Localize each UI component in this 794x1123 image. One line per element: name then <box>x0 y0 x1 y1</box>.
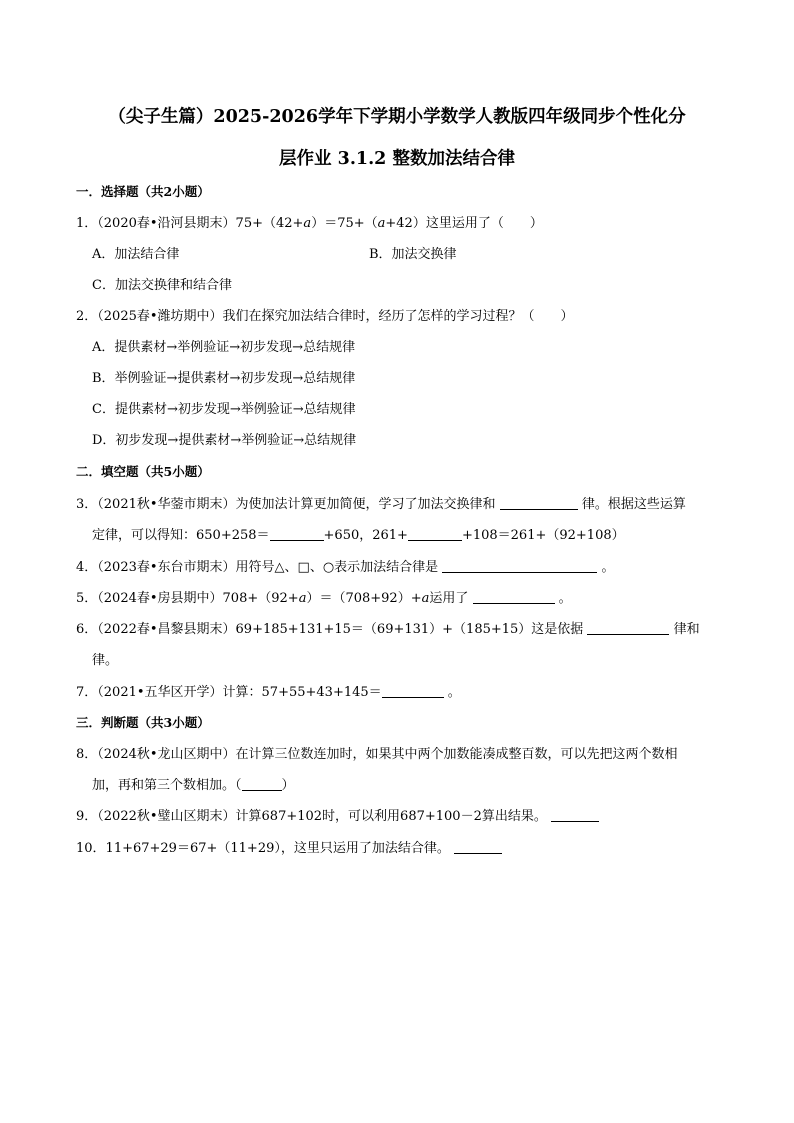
variable-a: a <box>377 216 386 231</box>
answer-blank[interactable] <box>454 840 502 854</box>
variable-a: a <box>298 591 307 606</box>
option-c: C．加法交换律和结合律 <box>92 278 232 293</box>
question-text: （2023春•东台市期末）用符号△、□、○表示加法结合律是 <box>97 560 439 575</box>
question-text: （2022春•昌黎县期末）69+185+131+15＝（69+131）+（185+15）这是依据 <box>97 622 584 637</box>
question-text: 11+67+29＝67+（11+29），这里只运用了加法结合律。 <box>105 841 450 856</box>
question-text: 运用了 <box>429 591 469 606</box>
answer-blank[interactable] <box>500 496 578 510</box>
question-10 <box>76 840 502 858</box>
option-b: B．加法交换律 <box>369 247 457 262</box>
option-d: D．初步发现→提供素材→举例验证→总结规律 <box>92 433 357 448</box>
question-number: 7． <box>76 685 98 700</box>
question-5 <box>76 590 572 608</box>
question-text: ）＝（708+92）+ <box>306 591 422 606</box>
question-text: 律和 <box>673 622 700 637</box>
question-4 <box>76 559 614 577</box>
question-text: 75+（42+ <box>235 216 304 231</box>
variable-a: a <box>303 216 312 231</box>
question-number: 10． <box>76 841 106 856</box>
question-6 <box>76 621 700 639</box>
question-9 <box>76 808 599 826</box>
question-text: ） <box>281 778 295 793</box>
question-text: （2021秋•华蓥市期末）为使加法计算更加简便，学习了加法交换律和 <box>97 497 496 512</box>
question-1 <box>76 215 543 233</box>
option-a: A．提供素材→举例验证→初步发现→总结规律 <box>92 340 356 355</box>
option-c: C．提供素材→初步发现→举例验证→总结规律 <box>92 402 356 417</box>
title-line-1: （尖子生篇）2025-2026学年下学期小学数学人教版四年级同步个性化分 <box>108 107 686 127</box>
question-text: +650，261+ <box>323 528 408 543</box>
option-b: B．举例验证→提供素材→初步发现→总结规律 <box>92 371 356 386</box>
question-8-cont <box>92 777 295 795</box>
question-text: +108＝261+（92+108） <box>461 528 625 543</box>
variable-a: a <box>421 591 430 606</box>
question-number: 2． <box>76 309 98 324</box>
question-3 <box>76 496 686 514</box>
answer-blank[interactable] <box>551 808 599 822</box>
answer-blank[interactable] <box>270 527 324 541</box>
question-2 <box>76 308 574 326</box>
question-8 <box>76 746 678 764</box>
question-7 <box>76 684 461 702</box>
question-source: （2020春•沿河县期末） <box>97 216 236 231</box>
question-text: 律。根据这些运算 <box>581 497 686 512</box>
question-text: 。 <box>447 685 461 700</box>
question-text: +42）这里运用了（ ） <box>385 216 543 231</box>
question-text: （2024秋•龙山区期中）在计算三位数连加时，如果其中两个加数能凑成整百数，可以先把这两个数相 <box>97 747 678 762</box>
question-number: 3． <box>76 497 98 512</box>
question-number: 5． <box>76 591 98 606</box>
title-line-2: 层作业 3.1.2 整数加法结合律 <box>279 149 515 169</box>
answer-blank[interactable] <box>382 684 444 698</box>
question-number: 4． <box>76 560 98 575</box>
question-number: 8． <box>76 747 98 762</box>
section-heading-choice: 一．选择题（共2小题） <box>76 184 210 199</box>
answer-blank[interactable] <box>587 621 669 635</box>
section-heading-fill: 二．填空题（共5小题） <box>76 464 210 479</box>
question-text: （2024春•房县期中）708+（92+ <box>97 591 299 606</box>
question-text: （2022秋•璧山区期末）计算687+102时，可以利用687+100－2算出结果。 <box>97 809 547 824</box>
question-number: 1． <box>76 216 98 231</box>
question-text: 。 <box>601 560 615 575</box>
question-text: ）＝75+（ <box>311 216 378 231</box>
answer-blank[interactable] <box>408 527 462 541</box>
question-text: （2021•五华区开学）计算：57+55+43+145＝ <box>97 685 382 700</box>
question-number: 9． <box>76 809 98 824</box>
question-text: 定律，可以得知：650+258＝ <box>92 528 270 543</box>
question-number: 6． <box>76 622 98 637</box>
question-text: 加，再和第三个数相加。（ <box>92 778 242 793</box>
question-text: 。 <box>558 591 572 606</box>
option-a: A．加法结合律 <box>92 247 180 262</box>
question-3-cont <box>92 527 625 545</box>
answer-blank[interactable] <box>442 559 597 573</box>
answer-blank[interactable] <box>473 590 555 604</box>
section-heading-judge: 三．判断题（共3小题） <box>76 715 210 730</box>
answer-blank[interactable] <box>242 777 282 791</box>
question-text: （2025春•潍坊期中）我们在探究加法结合律时，经历了怎样的学习过程？（ ） <box>97 309 574 324</box>
question-6-cont: 律。 <box>92 653 119 668</box>
